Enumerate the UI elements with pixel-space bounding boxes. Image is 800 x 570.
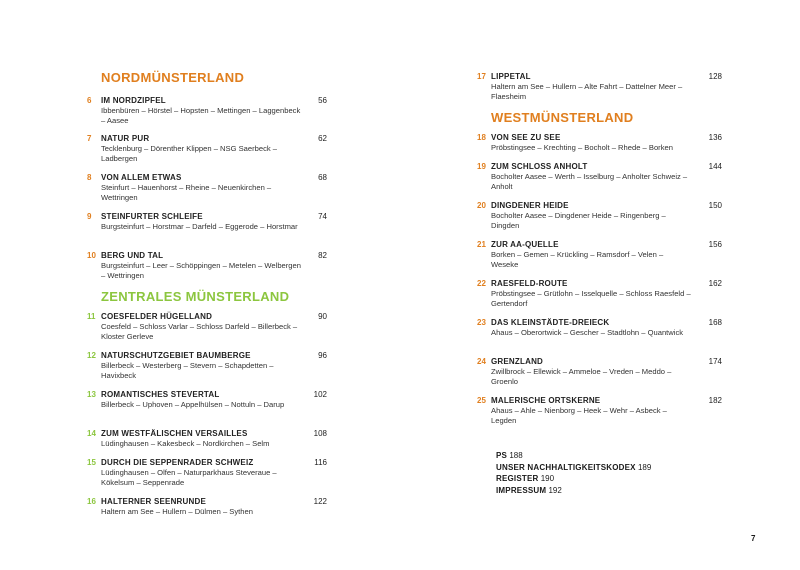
entry-page: 168 <box>708 318 722 327</box>
entry-places: Burgsteinfurt – Horstmar – Darfeld – Eggerode – Horstmar <box>101 222 298 231</box>
back-matter-title: UNSER NACHHALTIGKEITSKODEX <box>496 462 636 472</box>
entry-places: Burgsteinfurt – Leer – Schöppingen – Metelen – Welbergen – Wettringen <box>101 261 301 280</box>
entry-places: Ahaus – Ahle – Nienborg – Heek – Wehr – Asbeck – Legden <box>491 406 667 425</box>
section-title-westmuensterland: WESTMÜNSTERLAND <box>491 110 634 125</box>
entry-title: LIPPETAL <box>491 72 531 81</box>
entry-places: Steinfurt – Hauenhorst – Rheine – Neuenkirchen – Wettringen <box>101 183 272 202</box>
entry-number: 15 <box>87 458 96 467</box>
entry-page: 82 <box>318 251 327 260</box>
entry-number: 17 <box>477 72 486 81</box>
entry-page: 108 <box>313 429 327 438</box>
entry-number: 8 <box>87 173 92 182</box>
entry-title: DAS KLEINSTÄDTE-DREIECK <box>491 318 610 327</box>
entry-number: 18 <box>477 133 486 142</box>
entry-number: 21 <box>477 240 486 249</box>
entry-places: Pröbstingsee – Grütlohn – Isselquelle – Schloss Raesfeld – Gertendorf <box>491 289 691 308</box>
entry-places: Haltern am See – Hullern – Dülmen – Sythen <box>101 507 253 516</box>
entry-page: 182 <box>708 396 722 405</box>
entry-page: 90 <box>318 312 327 321</box>
back-matter-item[interactable] <box>496 450 651 462</box>
entry-page: 96 <box>318 351 327 360</box>
entry-places: Coesfeld – Schloss Varlar – Schloss Darfeld – Billerbeck – Kloster Gerleve <box>101 322 298 341</box>
back-matter-item[interactable] <box>496 462 651 474</box>
back-matter-page: 192 <box>548 485 562 495</box>
entry-page: 56 <box>318 96 327 105</box>
entry-title: STEINFURTER SCHLEIFE <box>101 212 203 221</box>
back-matter-page: 190 <box>540 474 555 483</box>
entry-places: Tecklenburg – Dörenther Klippen – NSG Saerbeck – Ladbergen <box>101 144 278 163</box>
entry-page: 150 <box>708 201 722 210</box>
entry-places: Billerbeck – Uphoven – Appelhülsen – Nottuln – Darup <box>101 400 285 409</box>
entry-title: COESFELDER HÜGELLAND <box>101 312 213 321</box>
entry-page: 174 <box>708 357 722 366</box>
entry-title: MALERISCHE ORTSKERNE <box>491 396 601 405</box>
entry-title: RAESFELD-ROUTE <box>491 279 568 288</box>
entry-number: 25 <box>477 396 486 405</box>
entry-places: Haltern am See – Hullern – Alte Fahrt – Dattelner Meer – Flaesheim <box>491 82 683 101</box>
entry-places: Zwillbrock – Ellewick – Ammeloe – Vreden – Meddo – Groenlo <box>491 367 672 386</box>
back-matter-page: 189 <box>637 462 652 472</box>
entry-page: 136 <box>708 133 722 142</box>
back-matter <box>496 450 651 496</box>
entry-places: Ahaus – Oberortwick – Gescher – Stadtlohn – Quantwick <box>491 328 684 337</box>
entry-page: 144 <box>708 162 722 171</box>
entry-title: GRENZLAND <box>491 357 544 366</box>
entry-places: Ibbenbüren – Hörstel – Hopsten – Mettingen – Laggenbeck – Aasee <box>101 106 301 125</box>
entry-places: Lüdinghausen – Kakesbeck – Nordkirchen – Selm <box>101 439 270 448</box>
entry-number: 23 <box>477 318 486 327</box>
entry-page: 122 <box>313 497 327 506</box>
entry-number: 6 <box>87 96 92 105</box>
section-title-zentrales-muensterland: ZENTRALES MÜNSTERLAND <box>101 289 290 304</box>
entry-title: ZUM WESTFÄLISCHEN VERSAILLES <box>101 429 248 438</box>
entry-number: 24 <box>477 357 486 366</box>
entry-number: 20 <box>477 201 486 210</box>
entry-number: 22 <box>477 279 486 288</box>
entry-places: Bocholter Aasee – Dingdener Heide – Ringenberg – Dingden <box>491 211 666 230</box>
entry-number: 12 <box>87 351 96 360</box>
back-matter-item[interactable] <box>496 485 651 497</box>
entry-number: 13 <box>87 390 96 399</box>
entry-number: 19 <box>477 162 486 171</box>
entry-title: ROMANTISCHES STEVERTAL <box>101 390 220 399</box>
entry-title: BERG UND TAL <box>101 251 164 260</box>
entry-page: 162 <box>708 279 722 288</box>
entry-title: NATUR PUR <box>101 134 150 143</box>
entry-number: 7 <box>87 134 92 143</box>
entry-page: 156 <box>708 240 722 249</box>
entry-places: Borken – Gemen – Krückling – Ramsdorf – Velen – Weseke <box>491 250 664 269</box>
section-title-nordmuensterland: NORDMÜNSTERLAND <box>101 70 245 85</box>
entry-title: IM NORDZIPFEL <box>101 96 166 105</box>
entry-places: Lüdinghausen – Olfen – Naturparkhaus Steveraue – Kökelsum – Seppenrade <box>101 468 277 487</box>
entry-places: Pröbstingsee – Krechting – Bocholt – Rhede – Borken <box>491 143 673 152</box>
entry-places: Bocholter Aasee – Werth – Isselburg – Anholter Schweiz – Anholt <box>491 172 688 191</box>
entry-title: VON SEE ZU SEE <box>491 133 561 142</box>
entry-page: 74 <box>318 212 327 221</box>
page-number: 7 <box>751 534 756 543</box>
back-matter-item[interactable] <box>496 473 651 485</box>
entry-title: DINGDENER HEIDE <box>491 201 569 210</box>
entry-number: 16 <box>87 497 96 506</box>
entry-number: 10 <box>87 251 96 260</box>
entry-title: VON ALLEM ETWAS <box>101 173 182 182</box>
entry-title: ZUM SCHLOSS ANHOLT <box>491 162 588 171</box>
entry-page: 102 <box>313 390 327 399</box>
entry-title: DURCH DIE SEPPENRADER SCHWEIZ <box>101 458 254 467</box>
entry-number: 9 <box>87 212 92 221</box>
back-matter-page: 188 <box>509 451 523 460</box>
entry-number: 14 <box>87 429 96 438</box>
entry-title: ZUR AA-QUELLE <box>491 240 559 249</box>
entry-page: 62 <box>318 134 327 143</box>
entry-number: 11 <box>87 312 96 321</box>
entry-title: NATURSCHUTZGEBIET BAUMBERGE <box>101 351 251 360</box>
back-matter-title: IMPRESSUM <box>496 485 547 495</box>
entry-page: 128 <box>708 72 722 81</box>
back-matter-title: PS <box>496 451 508 460</box>
entry-page: 68 <box>318 173 327 182</box>
entry-places: Billerbeck – Westerberg – Stevern – Schapdetten – Havixbeck <box>101 361 274 380</box>
entry-title: HALTERNER SEENRUNDE <box>101 497 206 506</box>
back-matter-title: REGISTER <box>496 474 539 483</box>
entry-page: 116 <box>314 458 327 467</box>
